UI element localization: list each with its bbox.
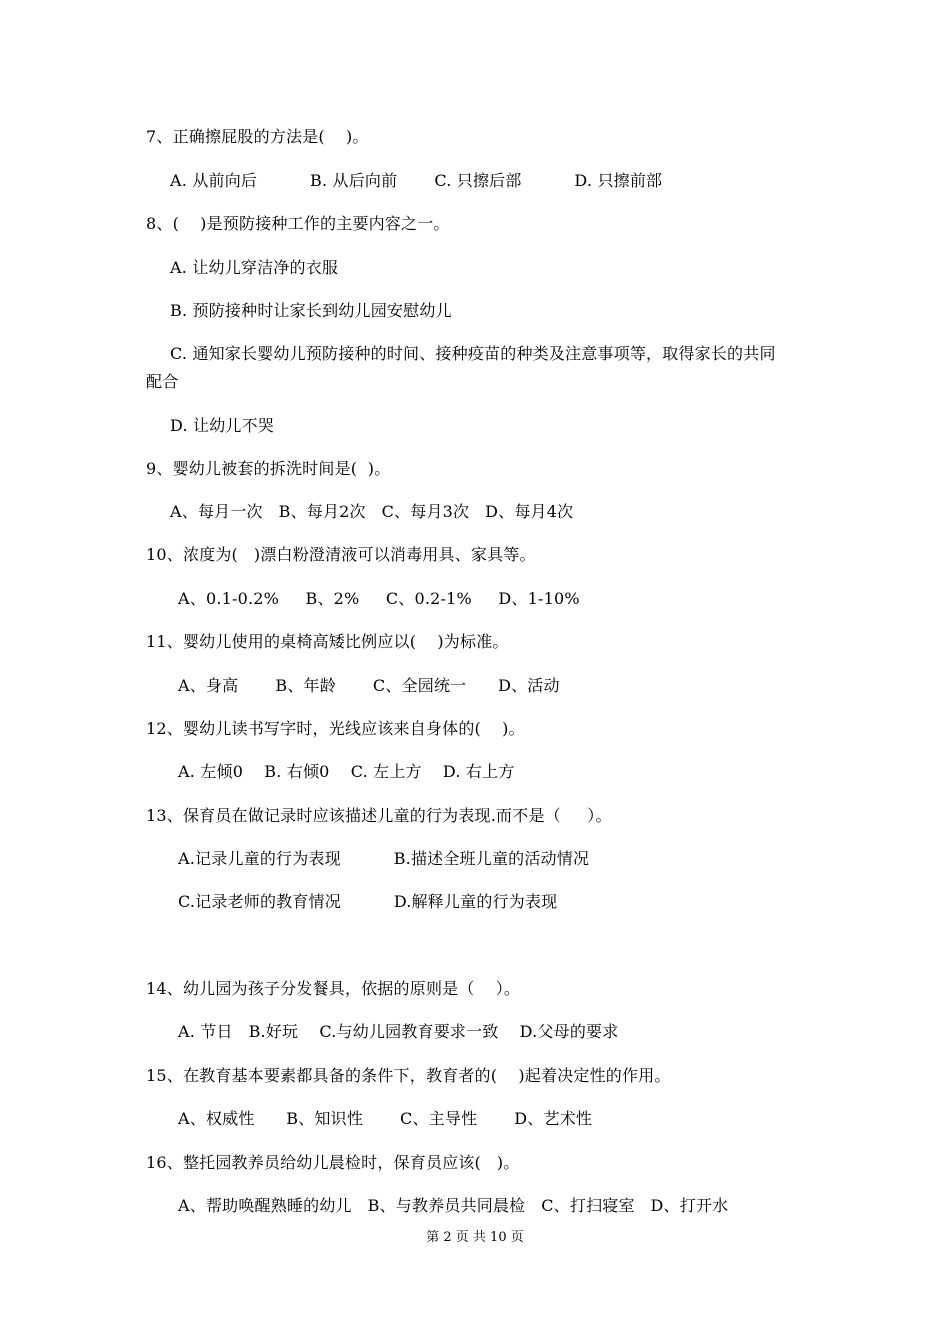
question-10-options: A、0.1-0.2% B、2% C、0.2-1% D、1-10% — [178, 589, 580, 608]
question-10: 10、浓度为( )漂白粉澄清液可以消毒用具、家具等。 — [146, 545, 536, 564]
question-8: 8、( )是预防接种工作的主要内容之一。 — [146, 214, 450, 233]
question-12: 12、婴幼儿读书写字时，光线应该来自身体的( )。 — [146, 719, 525, 738]
question-13-options-cd: C.记录老师的教育情况 D.解释儿童的行为表现 — [178, 892, 558, 911]
question-12-options: A. 左倾0 B. 右倾0 C. 左上方 D. 右上方 — [178, 762, 515, 781]
question-13: 13、保育员在做记录时应该描述儿童的行为表现.而不是（ ）。 — [146, 806, 612, 825]
question-9-options: A、每月一次 B、每月2次 C、每月3次 D、每月4次 — [170, 502, 574, 521]
question-8-option-c: C. 通知家长婴幼儿预防接种的时间、接种疫苗的种类及注意事项等，取得家长的共同 — [170, 344, 776, 363]
question-8-option-b: B. 预防接种时让家长到幼儿园安慰幼儿 — [170, 301, 452, 320]
question-7: 7、正确擦屁股的方法是( )。 — [146, 127, 369, 146]
question-11: 11、婴幼儿使用的桌椅高矮比例应以( )为标准。 — [146, 632, 509, 651]
question-14-options: A. 节日 B.好玩 C.与幼儿园教育要求一致 D.父母的要求 — [178, 1022, 619, 1041]
question-16: 16、整托园教养员给幼儿晨检时，保育员应该( )。 — [146, 1153, 520, 1172]
question-16-options: A、帮助唤醒熟睡的幼儿 B、与教养员共同晨检 C、打扫寝室 D、打开水 — [178, 1196, 729, 1215]
question-7-options: A. 从前向后 B. 从后向前 C. 只擦后部 D. 只擦前部 — [170, 171, 663, 190]
question-8-option-a: A. 让幼儿穿洁净的衣服 — [170, 258, 339, 277]
question-11-options: A、身高 B、年龄 C、全园统一 D、活动 — [178, 676, 560, 695]
question-8-option-c-continued: 配合 — [146, 372, 179, 391]
page-footer: 第 2 页 共 10 页 — [426, 1230, 524, 1245]
question-15: 15、在教育基本要素都具备的条件下，教育者的( )起着决定性的作用。 — [146, 1066, 671, 1085]
question-14: 14、幼儿园为孩子分发餐具，依据的原则是（ ）。 — [146, 979, 521, 998]
question-13-options-ab: A.记录儿童的行为表现 B.描述全班儿童的活动情况 — [178, 849, 590, 868]
question-9: 9、婴幼儿被套的拆洗时间是( )。 — [146, 459, 391, 478]
question-15-options: A、权威性 B、知识性 C、主导性 D、艺术性 — [178, 1109, 593, 1128]
question-8-option-d: D. 让幼儿不哭 — [170, 416, 275, 435]
